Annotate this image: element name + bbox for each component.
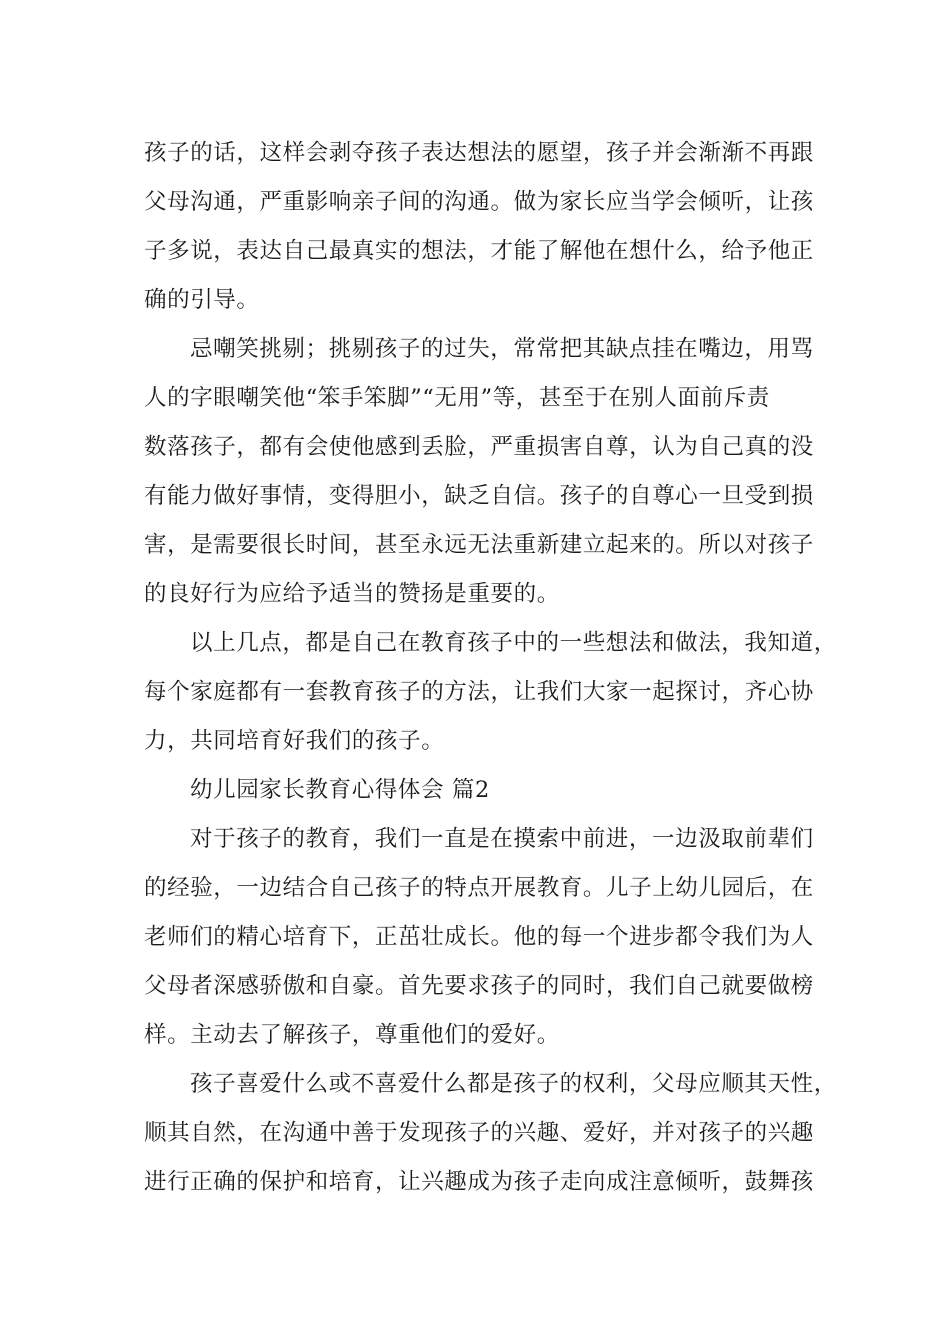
text-line: 人的字眼嘲笑他“笨手笨脚”“无用”等，甚至于在别人面前斥责 — [144, 385, 770, 411]
text-line: 对于孩子的教育，我们一直是在摸索中前进，一边汲取前辈们 — [190, 826, 814, 852]
text-line: 老师们的精心培育下，正茁壮成长。他的每一个进步都令我们为人 — [144, 924, 814, 950]
text-line: 的经验，一边结合自己孩子的特点开展教育。儿子上幼儿园后，在 — [144, 875, 814, 901]
text-line: 进行正确的保护和培育，让兴趣成为孩子走向成注意倾听，鼓舞孩 — [144, 1169, 814, 1195]
text-line: 父母者深感骄傲和自豪。首先要求孩子的同时，我们自己就要做榜 — [144, 973, 814, 999]
text-line: 忌嘲笑挑剔；挑剔孩子的过失，常常把其缺点挂在嘴边，用骂 — [190, 336, 814, 362]
text-line: 确的引导。 — [144, 287, 260, 313]
text-line: 每个家庭都有一套教育孩子的方法，让我们大家一起探讨，齐心协 — [144, 679, 814, 705]
text-line: 子多说，表达自己最真实的想法，才能了解他在想什么，给予他正 — [144, 238, 814, 264]
text-line: 孩子的话，这样会剥夺孩子表达想法的愿望，孩子并会渐渐不再跟 — [144, 140, 814, 166]
text-line: 力，共同培育好我们的孩子。 — [144, 728, 445, 754]
text-line: 害，是需要很长时间，甚至永远无法重新建立起来的。所以对孩子 — [144, 532, 814, 558]
text-line: 数落孩子，都有会使他感到丢脸，严重损害自尊，认为自己真的没 — [144, 434, 814, 460]
section-heading: 幼儿园家长教育心得体会 篇2 — [190, 777, 490, 803]
text-line: 父母沟通，严重影响亲子间的沟通。做为家长应当学会倾听，让孩 — [144, 189, 814, 215]
text-line: 顺其自然，在沟通中善于发现孩子的兴趣、爱好，并对孩子的兴趣 — [144, 1120, 814, 1146]
text-line: 有能力做好事情，变得胆小，缺乏自信。孩子的自尊心一旦受到损 — [144, 483, 814, 509]
text-line: 以上几点，都是自己在教育孩子中的一些想法和做法，我知道， — [190, 630, 837, 656]
text-line: 孩子喜爱什么或不喜爱什么都是孩子的权利，父母应顺其天性， — [190, 1071, 837, 1097]
text-line: 样。主动去了解孩子，尊重他们的爱好。 — [144, 1022, 560, 1048]
text-line: 的良好行为应给予适当的赞扬是重要的。 — [144, 581, 560, 607]
